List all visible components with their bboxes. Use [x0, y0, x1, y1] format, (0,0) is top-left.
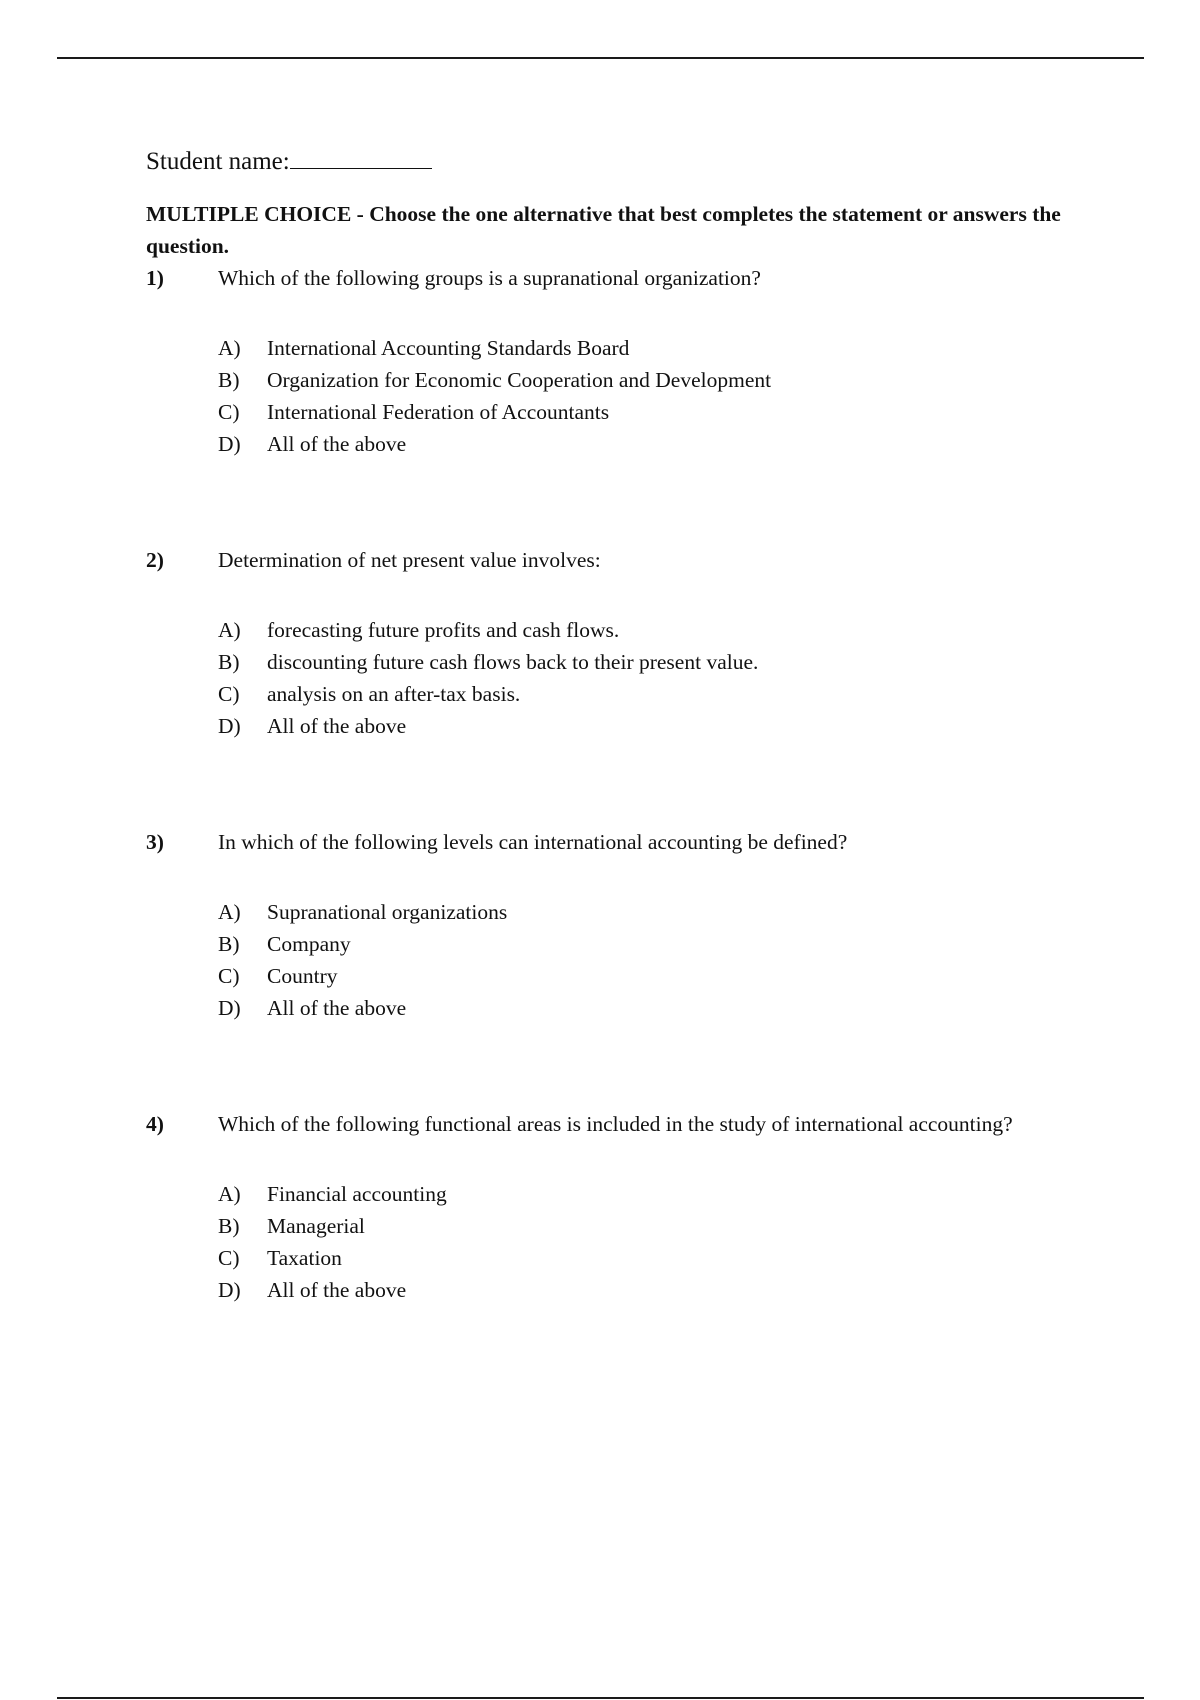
question-number: 4) [146, 1112, 164, 1136]
option-text: Organization for Economic Cooperation and Development [267, 368, 772, 392]
option-text: forecasting future profits and cash flows. [267, 618, 620, 642]
instructions: MULTIPLE CHOICE - Choose the one alternative that best completes the statement or answers the question. [146, 202, 1061, 258]
option-letter: C) [218, 964, 240, 988]
question-number: 2) [146, 548, 164, 572]
options-list [146, 1178, 1066, 1306]
option-text: International Federation of Accountants [267, 400, 610, 424]
option-letter: C) [218, 1246, 240, 1270]
option-d[interactable] [218, 710, 1066, 742]
option-text: Financial accounting [267, 1182, 447, 1206]
question-text: Determination of net present value involves: [218, 548, 601, 572]
exam-page [146, 146, 1066, 1306]
option-d[interactable] [218, 992, 1066, 1024]
options-list [146, 332, 1066, 460]
option-text: discounting future cash flows back to their present value. [267, 650, 759, 674]
option-letter: D) [218, 1278, 241, 1302]
option-letter: B) [218, 650, 240, 674]
option-a[interactable] [218, 896, 1066, 928]
option-text: All of the above [267, 1278, 407, 1302]
option-c[interactable] [218, 1242, 1066, 1274]
option-d[interactable] [218, 428, 1066, 460]
question-1 [146, 262, 1066, 460]
option-letter: A) [218, 336, 241, 360]
option-c[interactable] [218, 396, 1066, 428]
question-2 [146, 544, 1066, 742]
question-number: 1) [146, 266, 164, 290]
question-text: Which of the following functional areas is included in the study of international accounting? [218, 1112, 1013, 1136]
option-text: All of the above [267, 714, 407, 738]
question-stem [146, 1108, 1066, 1140]
option-b[interactable] [218, 646, 1066, 678]
student-name-label: Student name: [146, 148, 290, 175]
question-3 [146, 826, 1066, 1024]
option-letter: B) [218, 932, 240, 956]
option-letter: D) [218, 432, 241, 456]
options-list [146, 614, 1066, 742]
question-text: Which of the following groups is a supranational organization? [218, 266, 761, 290]
question-text: In which of the following levels can international accounting be defined? [218, 830, 848, 854]
option-text: analysis on an after-tax basis. [267, 682, 521, 706]
option-a[interactable] [218, 614, 1066, 646]
option-text: All of the above [267, 432, 407, 456]
option-letter: A) [218, 618, 241, 642]
option-letter: C) [218, 400, 240, 424]
option-c[interactable] [218, 678, 1066, 710]
question-stem [146, 826, 1066, 858]
option-a[interactable] [218, 1178, 1066, 1210]
option-letter: C) [218, 682, 240, 706]
bottom-rule [57, 1697, 1144, 1699]
option-letter: A) [218, 900, 241, 924]
option-d[interactable] [218, 1274, 1066, 1306]
options-list [146, 896, 1066, 1024]
option-letter: B) [218, 1214, 240, 1238]
option-c[interactable] [218, 960, 1066, 992]
option-b[interactable] [218, 1210, 1066, 1242]
option-text: Supranational organizations [267, 900, 508, 924]
option-text: Country [267, 964, 338, 988]
option-letter: D) [218, 996, 241, 1020]
option-b[interactable] [218, 928, 1066, 960]
question-number: 3) [146, 830, 164, 854]
student-name-blank[interactable] [290, 146, 432, 169]
question-stem [146, 262, 1066, 294]
option-text: Managerial [267, 1214, 365, 1238]
student-name-line [146, 146, 1066, 178]
option-b[interactable] [218, 364, 1066, 396]
option-text: Company [267, 932, 351, 956]
option-letter: D) [218, 714, 241, 738]
option-letter: B) [218, 368, 240, 392]
option-letter: A) [218, 1182, 241, 1206]
option-text: Taxation [267, 1246, 342, 1270]
option-text: All of the above [267, 996, 407, 1020]
question-4 [146, 1108, 1066, 1306]
option-text: International Accounting Standards Board [267, 336, 630, 360]
option-a[interactable] [218, 332, 1066, 364]
top-rule [57, 57, 1144, 59]
question-stem [146, 544, 1066, 576]
